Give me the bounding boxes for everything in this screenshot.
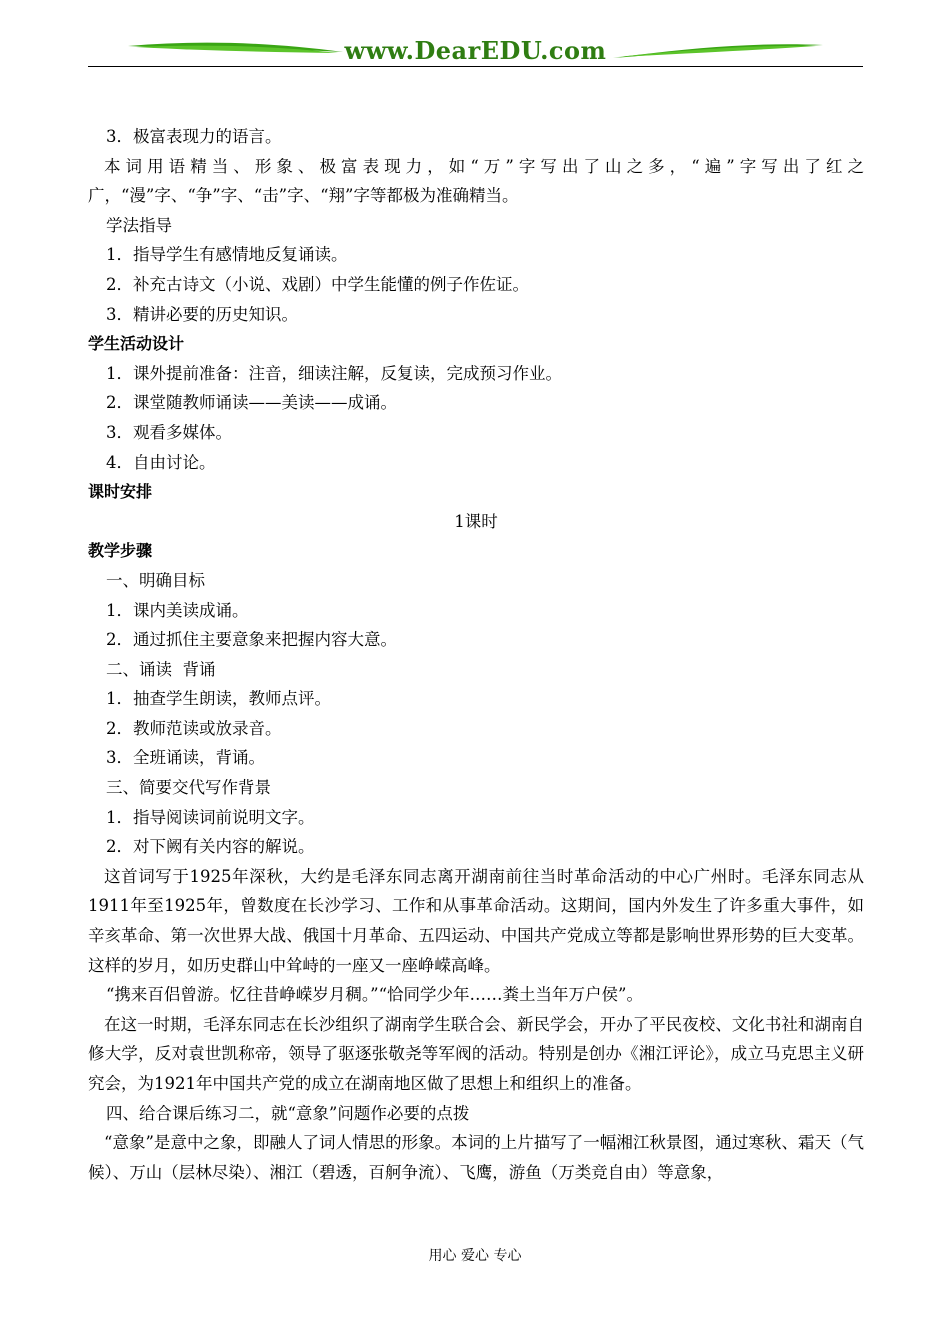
list-item: 1．课外提前准备：注音，细读注解，反复读，完成预习作业。 (106, 363, 562, 383)
list-item: 3．精讲必要的历史知识。 (106, 304, 298, 324)
subheading: 学法指导 (106, 215, 172, 235)
quote-line: “携来百侣曾游。忆往昔峥嵘岁月稠。”“恰同学少年……粪土当年万户侯”。 (106, 985, 643, 1005)
paragraph: 在这一时期，毛泽东同志在长沙组织了湖南学生联合会、新民学会，开办了平民夜校、文化书社和湖南自修大学，反对袁世凯称帝，领导了驱逐张敬尧等军阀的活动。特别是创办《湘江评论》，成立马克思主义研究会，为1921年中国共产党的成立在湖南地区做了思想上和组织上的准备。 (88, 1014, 864, 1093)
list-item: 2．课堂随教师诵读——美读——成诵。 (106, 393, 397, 413)
list-item: 1．课内美读成诵。 (106, 600, 249, 620)
subheading: 二、诵读 背诵 (106, 659, 216, 679)
section-heading: 教学步骤 (88, 541, 153, 561)
list-item: 3．观看多媒体。 (106, 422, 232, 442)
list-item: 2．通过抓住主要意象来把握内容大意。 (106, 630, 397, 650)
list-item: 4．自由讨论。 (106, 452, 216, 472)
list-item: 2．补充古诗文（小说、戏剧）中学生能懂的例子作佐证。 (106, 274, 529, 294)
list-item: 3．全班诵读，背诵。 (106, 748, 265, 768)
list-item: 1．指导阅读词前说明文字。 (106, 807, 315, 827)
header-divider (88, 66, 863, 67)
page-footer: 用心 爱心 专心 (428, 1248, 522, 1264)
paragraph: “意象”是意中之象，即融人了词人情思的形象。本词的上片描写了一幅湘江秋景图，通过寒秋、霜天（气候）、万山（层林尽染）、湘江（碧透，百舸争流）、飞鹰，游鱼（万类竞自由）等意象， (88, 1133, 864, 1182)
section-heading: 课时安排 (88, 482, 153, 502)
site-logo-text: www.DearEDU.com (344, 36, 607, 65)
document-body (88, 122, 864, 1187)
subheading: 一、明确目标 (106, 570, 205, 590)
list-item: 1．指导学生有感情地反复诵读。 (106, 245, 348, 265)
text-line: 3．极富表现力的语言。 (106, 127, 282, 146)
subheading: 三、简要交代写作背景 (106, 778, 271, 798)
class-hours: 1课时 (454, 511, 498, 531)
subheading: 四、给合课后练习二，就“意象”问题作必要的点拨 (106, 1103, 470, 1123)
list-item: 1．抽查学生朗读，教师点评。 (106, 689, 331, 709)
list-item: 2．教师范读或放录音。 (106, 718, 282, 738)
list-item: 2．对下阙有关内容的解说。 (106, 837, 315, 857)
page-header (88, 30, 863, 70)
section-heading: 学生活动设计 (88, 334, 185, 354)
paragraph: 这首词写于1925年深秋，大约是毛泽东同志离开湖南前往当时革命活动的中心广州时。毛泽东同志从1911年至1925年，曾数度在长沙学习、工作和从事革命活动。这期间，国内外发生了许多重大事件，如辛亥革命、第一次世界大战、俄国十月革命、五四运动、中国共产党成立等都是影响世界形势的巨大变革。这样的岁月，如历史群山中耸峙的一座又一座峥嵘高峰。 (88, 866, 864, 975)
paragraph: 本词用语精当、形象、极富表现力，如“万”字写出了山之多，“遍”字写出了红之广，“漫”字、“争”字、“击”字、“翔”字等都极为准确精当。 (88, 156, 864, 206)
